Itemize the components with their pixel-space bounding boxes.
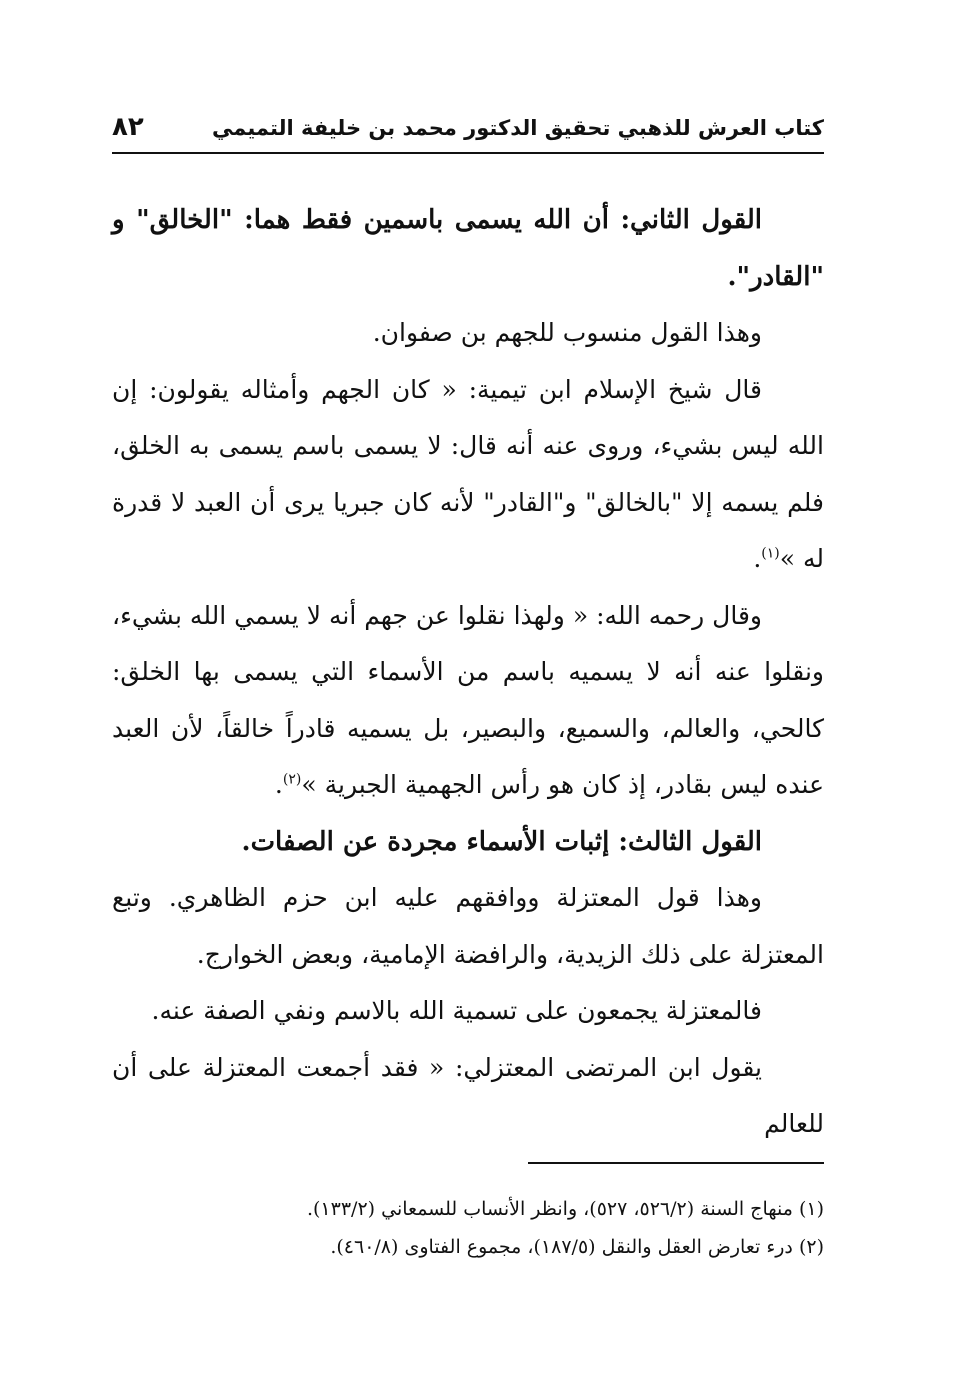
quote-end: . [753, 544, 762, 573]
quote-text: قال شيخ الإسلام ابن تيمية: « كان الجهم وأمثاله يقولون: إن الله ليس بشيء، وروى عنه أنه قال: لا يسمى باسم يسمى به الخلق، فلم يسمه إلا "بالخالق" و"القادر" لأنه كان جبريا يرى أن العبد لا قدرة له » [112, 374, 824, 573]
footnote-separator [528, 1162, 824, 1164]
footnote-2: (٢) درء تعارض العقل والنقل (١٨٧/٥)، مجموع الفتاوى (٤٦٠/٨). [330, 1236, 824, 1258]
quote-end: . [274, 770, 283, 799]
book-title: كتاب العرش للذهبي تحقيق الدكتور محمد بن خليفة التميمي [212, 116, 824, 140]
quote-text: وقال رحمه الله: « ولهذا نقلوا عن جهم أنه لا يسمي الله بشيء، ونقلوا عنه أنه لا يسميه باسم من الأسماء التي يسمى بها الخلق: كالحي، والعالم، والسميع، والبصير، بل يسميه قادراً خالقاً، لأن العبد عنده ليس بقادر، إذ كان هو رأس الجهمية الجبرية » [112, 600, 824, 799]
paragraph-mutazila: وهذا قول المعتزلة ووافقهم عليه ابن حزم الظاهري. وتبع المعتزلة على ذلك الزيدية، والرافضة الإمامية، وبعض الخوارج. [112, 883, 824, 969]
footnote-ref-2: (٢) [282, 771, 302, 788]
running-header [112, 108, 824, 154]
header-rule [112, 152, 824, 154]
footnote-1: (١) منهاج السنة (٥٢٦/٢، ٥٢٧)، وانظر الأنساب للسمعاني (١٣٣/٢). [306, 1198, 824, 1220]
main-text [112, 192, 824, 1153]
footnote-ref-1: (١) [761, 545, 780, 562]
footnotes [112, 1190, 824, 1266]
page-number: ٨٢ [112, 112, 144, 142]
third-opinion-heading: القول الثالث: إثبات الأسماء مجردة عن الصفات. [241, 826, 762, 857]
paragraph-ibn-murtada: يقول ابن المرتضى المعتزلي: « فقد أجمعت المعتزلة على أن للعالم [112, 1052, 824, 1138]
paragraph-ibn-taymiyya-quote [112, 362, 824, 588]
paragraph-second-quote [112, 588, 824, 814]
paragraph-attribution: وهذا القول منسوب للجهم بن صفوان. [372, 318, 762, 347]
second-opinion-heading: القول الثاني: أن الله يسمى باسمين فقط هما: "الخالق" و "القادر". [112, 205, 824, 292]
paragraph-mutazila-consensus: فالمعتزلة يجمعون على تسمية الله بالاسم ونفي الصفة عنه. [151, 996, 762, 1025]
